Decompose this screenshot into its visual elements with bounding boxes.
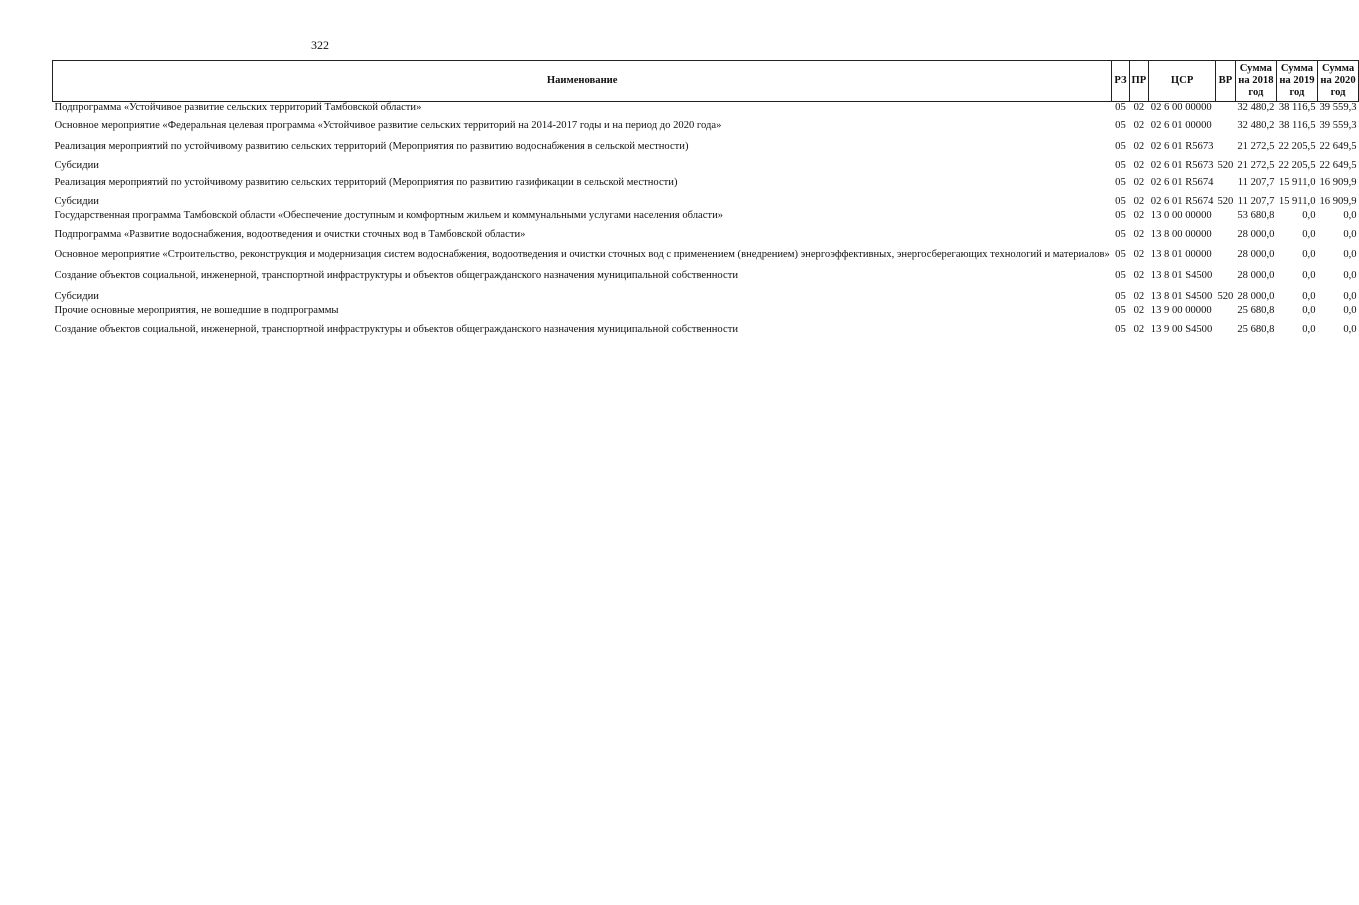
row-rz: 05 (1115, 196, 1126, 208)
row-sum-2019: 22 205,5 (1278, 140, 1316, 152)
row-sum-2019: 38 116,5 (1278, 102, 1316, 113)
table-row (53, 229, 1359, 249)
row-pr: 02 (1133, 249, 1145, 261)
row-csr: 13 9 00 S4500 (1150, 323, 1213, 335)
row-vr (1215, 120, 1235, 140)
row-sum-2018: 28 000,0 (1237, 291, 1275, 303)
table-row (53, 196, 1359, 210)
header-rz: РЗ (1112, 61, 1129, 102)
row-csr: 13 9 00 00000 (1150, 305, 1212, 317)
row-sum-2018: 32 480,2 (1237, 120, 1275, 132)
row-csr: 02 6 01 R5674 (1150, 196, 1214, 208)
row-name: Подпрограмма «Развитие водоснабжения, водоотведения и очистки сточных вод в Тамбовской области» (54, 228, 526, 240)
row-rz: 05 (1115, 176, 1126, 188)
row-name: Основное мероприятие «Федеральная целевая программа «Устойчивое развитие сельских территорий на 2014-2017 годы и на период до 2020 года» (54, 120, 722, 132)
table-row (53, 177, 1359, 196)
row-pr: 02 (1133, 160, 1145, 172)
row-sum-2018: 32 480,2 (1237, 102, 1275, 113)
row-vr: 520 (1217, 196, 1234, 208)
table-row (53, 102, 1359, 121)
table-row (53, 141, 1359, 160)
row-rz: 05 (1115, 140, 1126, 152)
row-sum-2018: 28 000,0 (1237, 249, 1275, 261)
page-number: 322 (311, 38, 329, 52)
table-row (53, 120, 1359, 140)
row-vr (1215, 229, 1235, 249)
table-header-row (53, 61, 1359, 102)
table-row (53, 210, 1359, 228)
row-sum-2018: 21 272,5 (1237, 160, 1275, 172)
row-rz: 05 (1115, 269, 1126, 281)
row-csr: 13 8 01 S4500 (1150, 291, 1213, 303)
row-sum-2020: 22 649,5 (1319, 160, 1357, 172)
row-rz: 05 (1115, 210, 1126, 222)
row-rz: 05 (1115, 102, 1126, 113)
row-name: Субсидии (54, 196, 99, 208)
row-csr: 13 8 01 00000 (1150, 249, 1212, 261)
table-row (53, 249, 1359, 269)
row-pr: 02 (1133, 210, 1145, 222)
row-sum-2019: 0,0 (1302, 249, 1316, 261)
row-name: Создание объектов социальной, инженерной, транспортной инфраструктуры и объектов общегражданского назначения муниципальной собственности (54, 323, 738, 335)
row-vr: 520 (1217, 291, 1234, 303)
row-pr: 02 (1133, 228, 1145, 240)
row-name: Государственная программа Тамбовской области «Обеспечение доступным и комфортным жильем и коммунальными услугами населения области» (54, 210, 724, 222)
row-name: Основное мероприятие «Строительство, реконструкция и модернизация систем водоснабжения, водоотведения и очистки сточных вод с применением (внедрением) энергоэффективных, энергосберегающих технологий и материалов» (54, 249, 1110, 261)
row-csr: 02 6 00 00000 (1150, 102, 1212, 113)
table-row (53, 160, 1359, 176)
row-sum-2019: 0,0 (1302, 291, 1316, 303)
row-sum-2019: 0,0 (1302, 228, 1316, 240)
row-vr (1215, 102, 1235, 121)
row-pr: 02 (1133, 120, 1145, 132)
row-sum-2019: 22 205,5 (1278, 160, 1316, 172)
row-sum-2019: 0,0 (1302, 269, 1316, 281)
row-sum-2020: 16 909,9 (1319, 196, 1357, 208)
table-row (53, 305, 1359, 323)
header-name: Наименование (53, 61, 1112, 102)
header-vr: ВР (1215, 61, 1235, 102)
header-pr: ПР (1129, 61, 1149, 102)
row-sum-2018: 53 680,8 (1237, 210, 1275, 222)
row-pr: 02 (1133, 140, 1145, 152)
row-vr (1215, 305, 1235, 323)
row-name: Реализация мероприятий по устойчивому развитию сельских территорий (Мероприятия по развитию водоснабжения в сельской местности) (54, 140, 689, 152)
row-csr: 02 6 01 R5673 (1150, 140, 1214, 152)
row-vr (1215, 177, 1235, 196)
row-vr (1215, 210, 1235, 228)
row-rz: 05 (1115, 160, 1126, 172)
table-row (53, 324, 1359, 336)
row-sum-2018: 25 680,8 (1237, 323, 1275, 335)
row-name: Подпрограмма «Устойчивое развитие сельских территорий Тамбовской области» (54, 102, 422, 113)
row-sum-2018: 28 000,0 (1237, 228, 1275, 240)
row-csr: 13 8 01 S4500 (1150, 269, 1213, 281)
row-vr (1215, 270, 1235, 291)
row-sum-2020: 0,0 (1343, 228, 1357, 240)
row-sum-2020: 0,0 (1343, 291, 1357, 303)
row-vr (1215, 141, 1235, 160)
row-sum-2018: 28 000,0 (1237, 269, 1275, 281)
row-sum-2018: 11 207,7 (1237, 176, 1275, 188)
row-name: Создание объектов социальной, инженерной, транспортной инфраструктуры и объектов общегражданского назначения муниципальной собственности (54, 269, 738, 281)
row-csr: 02 6 01 00000 (1150, 120, 1212, 132)
row-sum-2019: 38 116,5 (1278, 120, 1316, 132)
row-name: Субсидии (54, 160, 99, 172)
row-rz: 05 (1115, 120, 1126, 132)
row-rz: 05 (1115, 305, 1126, 317)
row-pr: 02 (1133, 291, 1145, 303)
row-sum-2018: 21 272,5 (1237, 140, 1275, 152)
row-sum-2019: 0,0 (1302, 210, 1316, 222)
row-sum-2020: 16 909,9 (1319, 176, 1357, 188)
row-vr (1215, 249, 1235, 269)
row-name: Субсидии (54, 291, 99, 303)
row-sum-2019: 15 911,0 (1278, 196, 1316, 208)
row-sum-2020: 22 649,5 (1319, 140, 1357, 152)
row-rz: 05 (1115, 249, 1126, 261)
row-csr: 02 6 01 R5673 (1150, 160, 1214, 172)
row-pr: 02 (1133, 323, 1145, 335)
row-sum-2020: 39 559,3 (1319, 120, 1357, 132)
row-sum-2019: 15 911,0 (1278, 176, 1316, 188)
row-sum-2018: 11 207,7 (1237, 196, 1275, 208)
row-name: Прочие основные мероприятия, не вошедшие в подпрограммы (54, 305, 339, 317)
row-sum-2020: 0,0 (1343, 269, 1357, 281)
row-vr: 520 (1217, 160, 1234, 172)
budget-table (52, 60, 1359, 336)
row-sum-2019: 0,0 (1302, 323, 1316, 335)
row-csr: 13 0 00 00000 (1150, 210, 1212, 222)
row-pr: 02 (1133, 305, 1145, 317)
header-sum-2019: Сумма на 2019 год (1276, 61, 1317, 102)
row-rz: 05 (1115, 291, 1126, 303)
row-sum-2019: 0,0 (1302, 305, 1316, 317)
row-rz: 05 (1115, 228, 1126, 240)
row-sum-2020: 0,0 (1343, 249, 1357, 261)
row-rz: 05 (1115, 323, 1126, 335)
row-csr: 13 8 00 00000 (1150, 228, 1212, 240)
row-sum-2020: 39 559,3 (1319, 102, 1357, 113)
row-pr: 02 (1133, 176, 1145, 188)
row-pr: 02 (1133, 269, 1145, 281)
row-sum-2020: 0,0 (1343, 210, 1357, 222)
header-sum-2020: Сумма на 2020 год (1318, 61, 1359, 102)
row-csr: 02 6 01 R5674 (1150, 176, 1214, 188)
row-pr: 02 (1133, 102, 1145, 113)
row-pr: 02 (1133, 196, 1145, 208)
header-sum-2018: Сумма на 2018 год (1235, 61, 1276, 102)
header-csr: ЦСР (1149, 61, 1216, 102)
row-sum-2020: 0,0 (1343, 323, 1357, 335)
row-vr (1215, 324, 1235, 336)
row-sum-2018: 25 680,8 (1237, 305, 1275, 317)
table-row (53, 270, 1359, 291)
row-name: Реализация мероприятий по устойчивому развитию сельских территорий (Мероприятия по развитию газификации в сельской местности) (54, 176, 678, 188)
table-row (53, 291, 1359, 305)
row-sum-2020: 0,0 (1343, 305, 1357, 317)
